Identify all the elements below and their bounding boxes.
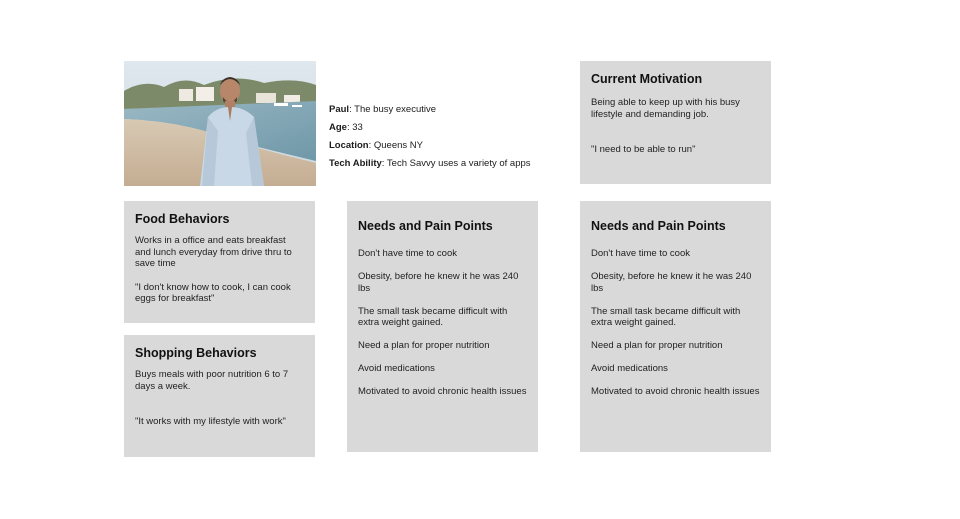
card-quote: "I need to be able to run" bbox=[591, 144, 696, 155]
persona-profile bbox=[329, 101, 531, 173]
needs-pain-points-card-left bbox=[347, 201, 538, 452]
card-quote: "It works with my lifestyle with work" bbox=[135, 416, 286, 427]
persona-location-value: : Queens NY bbox=[368, 140, 423, 151]
persona-name-row bbox=[329, 101, 531, 119]
list-item: Don't have time to cook bbox=[358, 248, 457, 259]
food-behaviors-card bbox=[124, 201, 315, 323]
card-quote: "I don't know how to cook, I can cook eggs for breakfast" bbox=[135, 281, 291, 304]
needs-pain-points-card-right bbox=[580, 201, 771, 452]
list-item: Obesity, before he knew it he was 240 lbs bbox=[358, 271, 519, 294]
list-item: Don't have time to cook bbox=[591, 248, 690, 259]
card-title: Needs and Pain Points bbox=[591, 219, 726, 233]
current-motivation-card bbox=[580, 61, 771, 184]
list-item: Avoid medications bbox=[591, 363, 668, 374]
persona-age-row bbox=[329, 119, 531, 137]
persona-age-value: : 33 bbox=[346, 122, 363, 133]
card-text: Buys meals with poor nutrition 6 to 7 days a week. bbox=[135, 369, 289, 392]
persona-tech-value: : Tech Savvy uses a variety of apps bbox=[381, 158, 531, 169]
persona-name-label: Paul bbox=[329, 104, 350, 115]
persona-location-row bbox=[329, 137, 531, 155]
persona-name-value: : The busy executive bbox=[349, 104, 437, 115]
card-title: Shopping Behaviors bbox=[135, 346, 257, 360]
list-item: The small task became difficult with extra weight gained. bbox=[358, 305, 508, 328]
list-item: Motivated to avoid chronic health issues bbox=[591, 386, 760, 397]
list-item: Motivated to avoid chronic health issues bbox=[358, 386, 527, 397]
list-item: Need a plan for proper nutrition bbox=[358, 340, 490, 351]
persona-tech-row bbox=[329, 155, 531, 173]
persona-location-label: Location bbox=[329, 140, 369, 151]
persona-tech-label: Tech Ability bbox=[329, 158, 382, 169]
card-text: Being able to keep up with his busy lifestyle and demanding job. bbox=[591, 97, 740, 120]
card-title: Needs and Pain Points bbox=[358, 219, 493, 233]
card-title: Current Motivation bbox=[591, 72, 703, 86]
list-item: Obesity, before he knew it he was 240 lbs bbox=[591, 271, 752, 294]
list-item: Avoid medications bbox=[358, 363, 435, 374]
persona-age-label: Age bbox=[329, 122, 347, 133]
list-item: Need a plan for proper nutrition bbox=[591, 340, 723, 351]
persona-photo bbox=[124, 61, 316, 186]
list-item: The small task became difficult with extra weight gained. bbox=[591, 305, 741, 328]
card-title: Food Behaviors bbox=[135, 212, 230, 226]
card-text: Works in a office and eats breakfast and lunch everyday from drive thru to save time bbox=[135, 235, 292, 269]
shopping-behaviors-card bbox=[124, 335, 315, 457]
